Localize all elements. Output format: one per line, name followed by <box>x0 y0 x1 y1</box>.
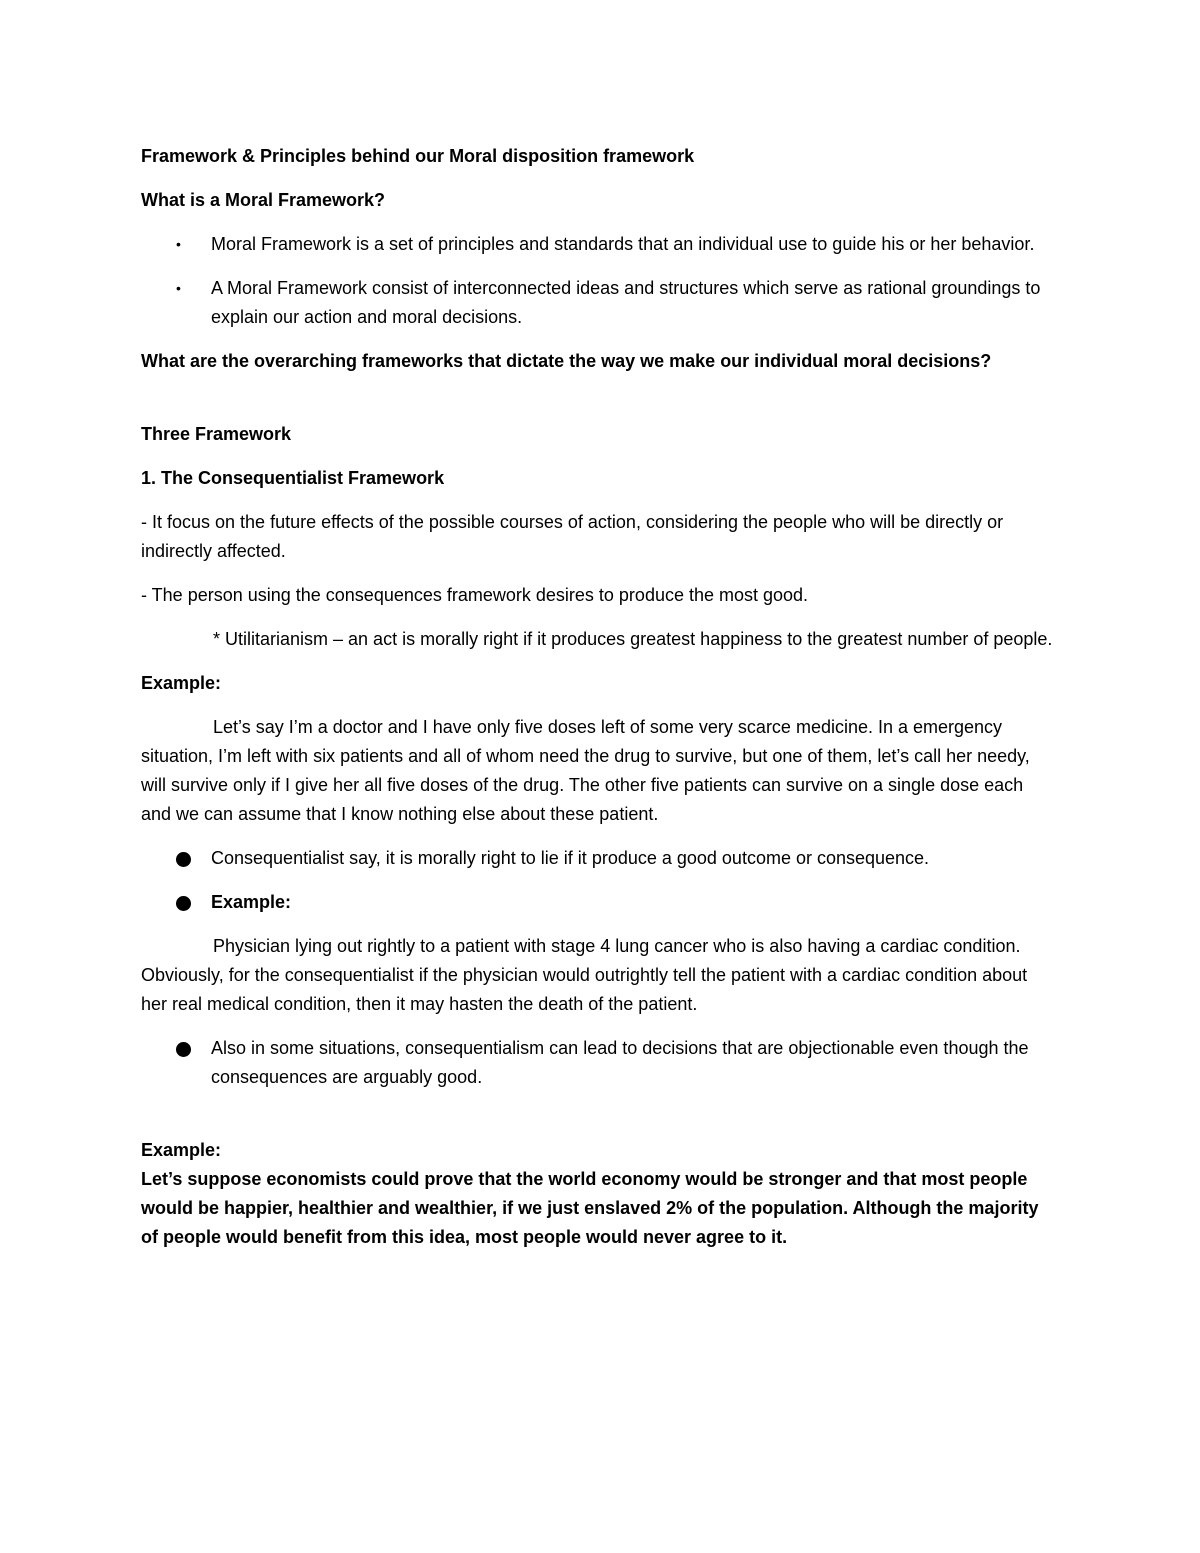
example-label: Example: <box>141 673 222 693</box>
consequentialist-point-most-good: - The person using the consequences framework desires to produce the most good. <box>141 585 809 605</box>
list-item-text: Example: <box>211 892 292 912</box>
bullet-circle-icon <box>176 1042 191 1057</box>
bullet-dot-icon: • <box>176 280 181 296</box>
list-item <box>141 274 1056 332</box>
consequentialist-objection-list <box>141 1034 1056 1092</box>
document-body <box>141 142 1056 1252</box>
document-title: Framework & Principles behind our Moral disposition framework <box>141 146 695 166</box>
list-item-text: Consequentialist say, it is morally right to lie if it produce a good outcome or consequence. <box>211 848 930 868</box>
list-item <box>141 230 1056 259</box>
bullet-circle-icon <box>176 896 191 911</box>
list-item-text: Moral Framework is a set of principles and standards that an individual use to guide his or her behavior. <box>211 234 1035 254</box>
physician-example-text: Physician lying out rightly to a patient with stage 4 lung cancer who is also having a cardiac condition. Obviously, for the consequentialist if the physician would outrightly tell the patient with a cardiac condition about her real medical condition, then it may hasten the death of the patient. <box>141 936 1028 1014</box>
list-item <box>141 1034 1056 1092</box>
consequentialist-heading: 1. The Consequentialist Framework <box>141 468 445 488</box>
bullet-circle-icon <box>176 852 191 867</box>
list-item-text: Also in some situations, consequentialism can lead to decisions that are objectionable even though the consequences are arguably good. <box>211 1038 1029 1087</box>
bullet-dot-icon: • <box>176 236 181 252</box>
consequentialist-bullet-list <box>141 844 1056 917</box>
moral-framework-definition-list <box>141 230 1056 332</box>
enslavement-example-text: Let’s suppose economists could prove that the world economy would be stronger and that most people would be happier, healthier and wealthier, if we just enslaved 2% of the population. Although the majority of people would benefit from this idea, most people would never agree to it. <box>141 1169 1039 1247</box>
doctor-example-text: Let’s say I’m a doctor and I have only five doses left of some very scarce medicine. In a emergency situation, I’m left with six patients and all of whom need the drug to survive, but one of them, let’s call her needy, will survive only if I give her all five doses of the drug. The other five patients can survive on a single dose each and we can assume that I know nothing else about these patient. <box>141 717 1030 824</box>
moral-framework-heading: What is a Moral Framework? <box>141 190 386 210</box>
utilitarianism-definition: * Utilitarianism – an act is morally right if it produces greatest happiness to the greatest number of people. <box>213 629 1053 649</box>
list-item <box>141 844 1056 873</box>
final-example-label: Example: <box>141 1140 222 1160</box>
three-framework-heading: Three Framework <box>141 424 292 444</box>
consequentialist-point-future-effects: - It focus on the future effects of the possible courses of action, considering the people who will be directly or indirectly affected. <box>141 512 1004 561</box>
overarching-question: What are the overarching frameworks that dictate the way we make our individual moral decisions? <box>141 351 992 371</box>
list-item <box>141 888 1056 917</box>
list-item-text: A Moral Framework consist of interconnected ideas and structures which serve as rational groundings to explain our action and moral decisions. <box>211 278 1041 327</box>
